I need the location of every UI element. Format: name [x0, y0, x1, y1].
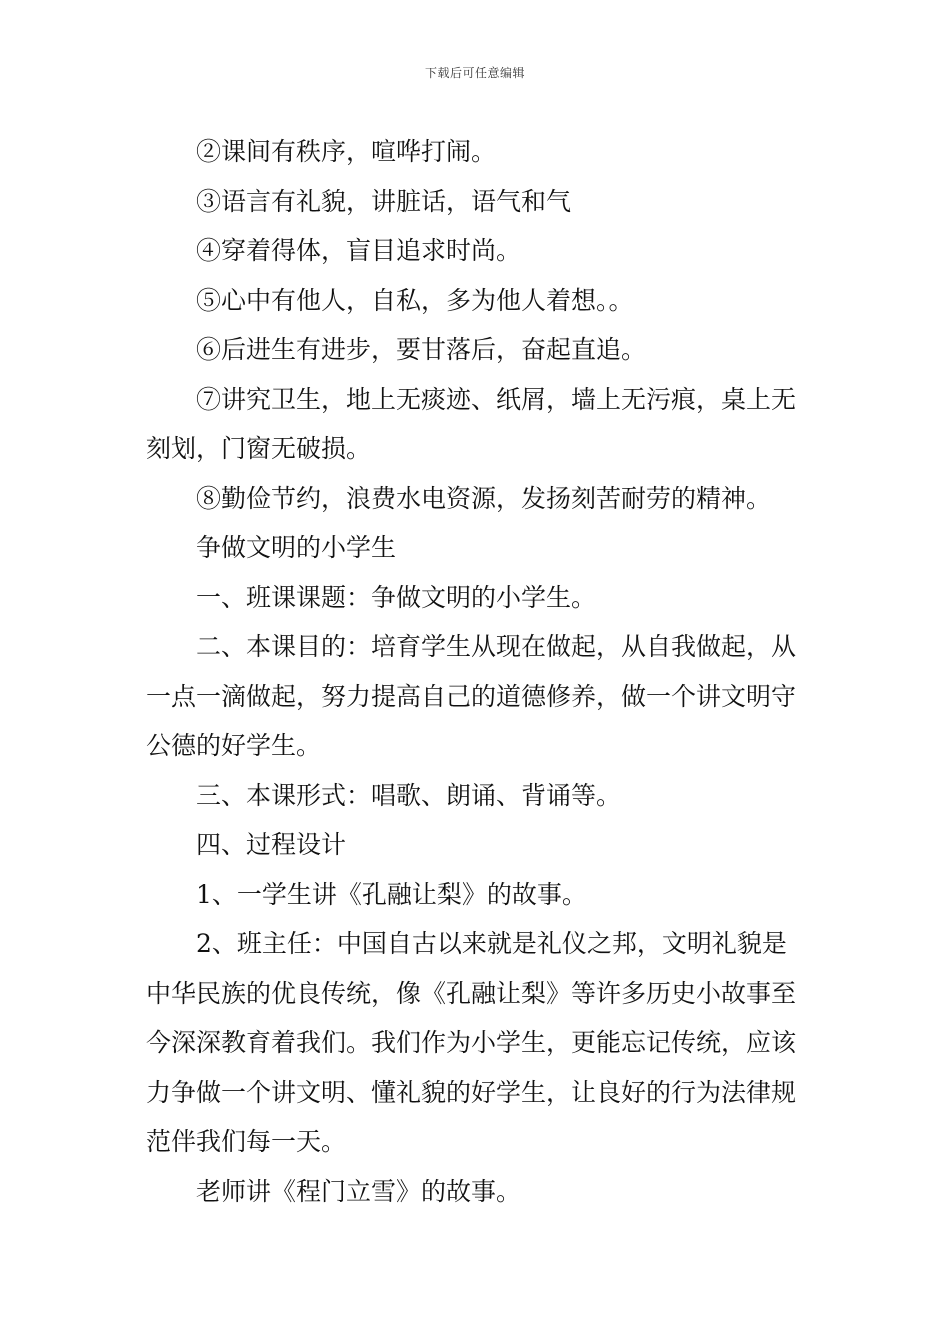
lesson-format: 三、本课形式：唱歌、朗诵、背诵等。	[196, 780, 622, 810]
rule-item-5: ⑤心中有他人，自私，多为他人着想。。	[196, 285, 634, 315]
teacher-story: 老师讲《程门立雪》的故事。	[196, 1176, 522, 1206]
rule-item-6: ⑥后进生有进步，要甘落后，奋起直追。	[196, 335, 647, 364]
lesson-purpose: 二、本课目的：培育学生从现在做起，从自我做起，从一点一滴做起，努力提高自己的道德修养，做一个讲文明守公德的好学生。	[146, 632, 797, 760]
process-step-2: 2、班主任：中国自古以来就是礼仪之邦，文明礼貌是中华民族的优良传统，像《孔融让梨》等许多历史小故事至今深深教育着我们。我们作为小学生，更能忘记传统，应该力争做一个讲文明、懂礼貌的好学生，让良好的行为法律规范伴我们每一天。	[146, 929, 797, 1156]
rule-item-2: ②课间有秩序，喧哗打闹。	[196, 137, 497, 166]
rule-item-8: ⑧勤俭节约，浪费水电资源，发扬刻苦耐劳的精神。	[196, 483, 772, 513]
page-header: 下载后可任意编辑	[424, 66, 525, 80]
rule-item-7: ⑦讲究卫生，地上无痰迹、纸屑，墙上无污痕，桌上无刻划，门窗无破损。	[146, 384, 797, 463]
process-step-1: 1、一学生讲《孔融让梨》的故事。	[196, 879, 587, 909]
rule-item-3: ③语言有礼貌，讲脏话，语气和气	[196, 186, 572, 216]
lesson-topic: 一、班课课题：争做文明的小学生。	[196, 582, 597, 612]
document-body	[146, 127, 810, 1216]
section-title: 争做文明的小学生	[196, 533, 397, 562]
process-design-heading: 四、过程设计	[196, 830, 347, 859]
rule-item-4: ④穿着得体，盲目追求时尚。	[196, 236, 522, 265]
